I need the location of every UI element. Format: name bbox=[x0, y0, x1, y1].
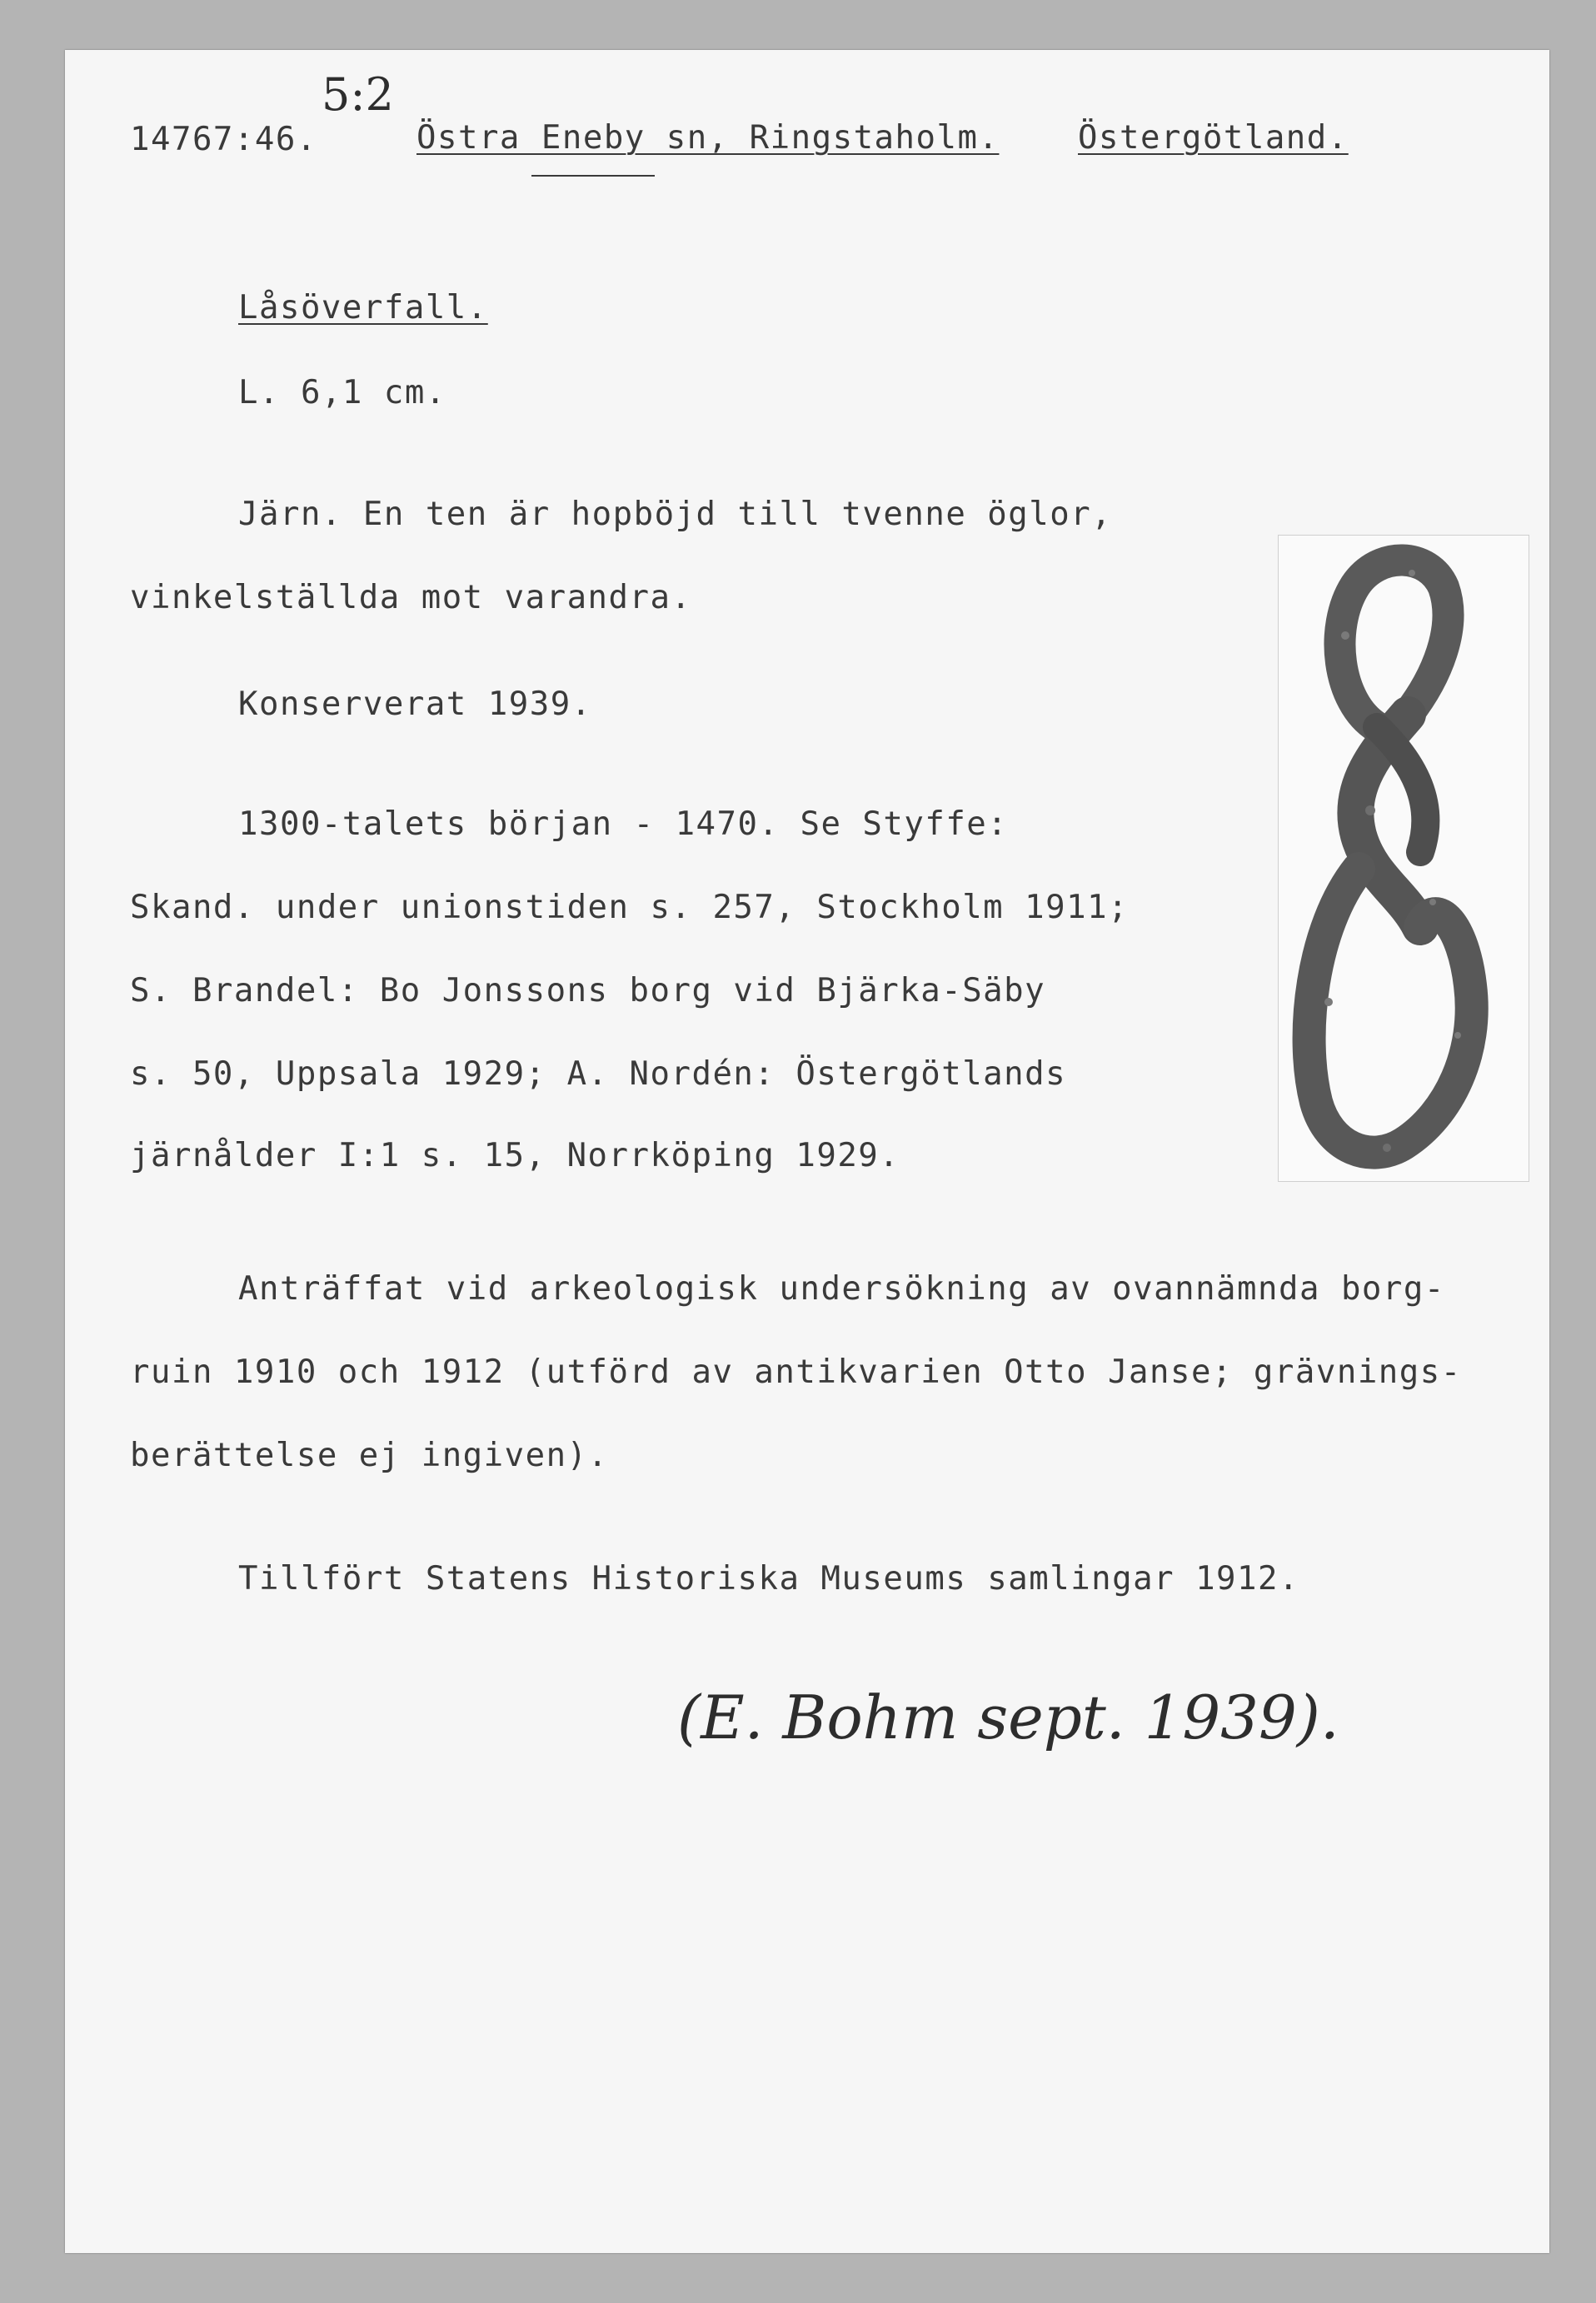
reference-line: 1300-talets början - 1470. Se Styffe: bbox=[238, 805, 1009, 843]
catalogue-card bbox=[65, 50, 1549, 2253]
hasp-photo-icon bbox=[1279, 536, 1529, 1181]
reference-line: S. Brandel: Bo Jonssons borg vid Bjärka-Säby bbox=[130, 972, 1046, 1009]
description-line: vinkelställda mot varandra. bbox=[130, 579, 692, 616]
find-line: ruin 1910 och 1912 (utförd av antikvarien Otto Janse; grävnings- bbox=[130, 1353, 1462, 1391]
parish-place: Östra Eneby sn, Ringstaholm. bbox=[416, 119, 1000, 157]
object-length: L. 6,1 cm. bbox=[238, 374, 446, 411]
find-line: berättelse ej ingiven). bbox=[130, 1437, 609, 1474]
find-line: Anträffat vid arkeologisk undersökning av ovannämnda borg- bbox=[238, 1270, 1445, 1308]
conservation-note: Konserverat 1939. bbox=[238, 685, 592, 723]
description-line: Järn. En ten är hopböjd till tvenne öglor, bbox=[238, 496, 1113, 533]
province: Östergötland. bbox=[1078, 119, 1349, 157]
object-name: Låsöverfall. bbox=[238, 289, 488, 327]
reference-line: s. 50, Uppsala 1929; A. Nordén: Östergötlands bbox=[130, 1055, 1067, 1093]
reference-line: Skand. under unionstiden s. 257, Stockholm 1911; bbox=[130, 889, 1130, 926]
object-photo bbox=[1278, 535, 1529, 1182]
handwritten-signature: (E. Bohm sept. 1939). bbox=[677, 1682, 1339, 1752]
reference-line: järnålder I:1 s. 15, Norrköping 1929. bbox=[130, 1137, 900, 1174]
underline-mark bbox=[531, 175, 655, 177]
sheet-number: 5:2 bbox=[322, 68, 394, 121]
acquisition-note: Tillfört Statens Historiska Museums samlingar 1912. bbox=[238, 1560, 1299, 1598]
inventory-number: 14767:46. bbox=[130, 121, 317, 158]
